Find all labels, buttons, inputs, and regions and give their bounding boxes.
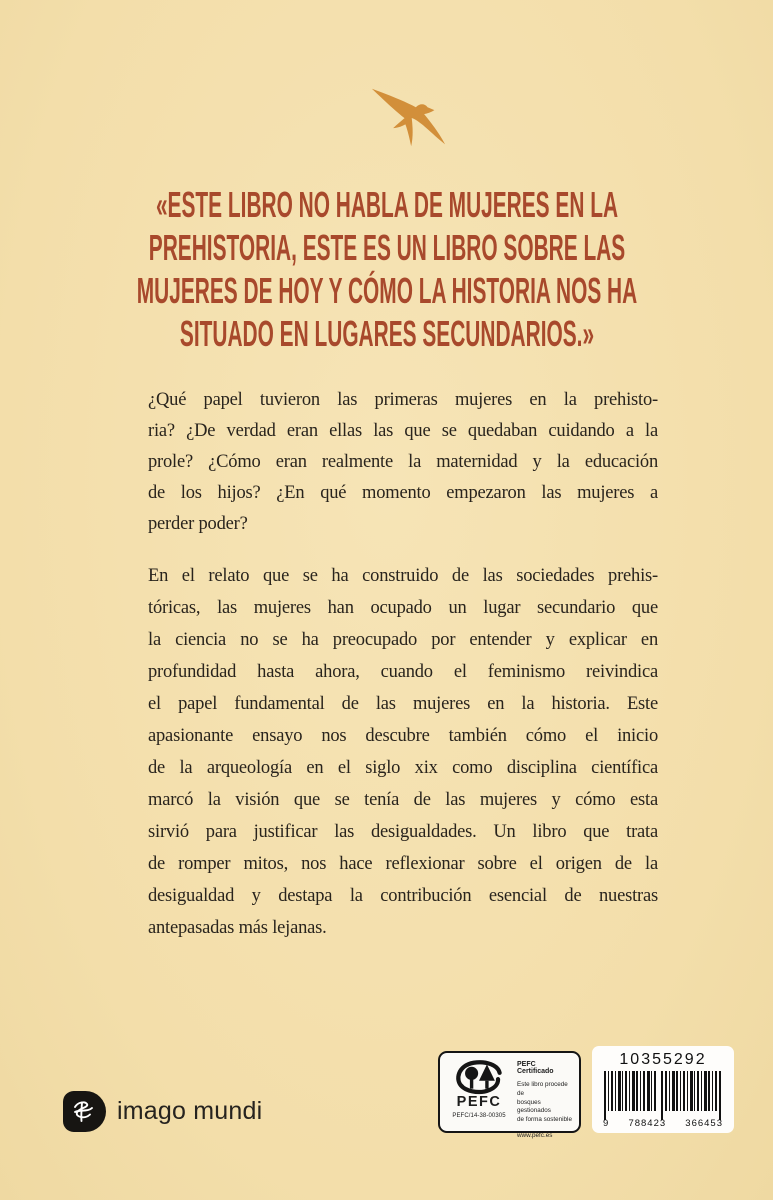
pefc-trees-icon	[451, 1058, 507, 1095]
quote-line: SITUADO EN LUGARES SECUNDARIOS.»	[179, 313, 594, 354]
pefc-description-line: bosques gestionados	[517, 1098, 551, 1115]
paragraph-line: antepasadas más lejanas.	[148, 918, 327, 938]
paragraph-line: prole? ¿Cómo eran realmente la maternidad y la educación	[148, 452, 658, 472]
paragraph-line: En el relato que se ha construido de las sociedades prehis-	[148, 566, 658, 586]
paragraph-line: de la arqueología en el siglo xix como disciplina científica	[148, 758, 658, 778]
pefc-description	[517, 1081, 573, 1125]
flying-bird-icon	[368, 84, 450, 150]
pefc-title: PEFC Certificado	[517, 1061, 554, 1075]
ean13-barcode-icon	[603, 1071, 723, 1123]
isbn-prefix: 9	[603, 1118, 610, 1129]
isbn-digits	[603, 1118, 723, 1129]
paragraph-line: ria? ¿De verdad eran ellas las que se quedaban cuidando a la	[148, 421, 658, 441]
pefc-wordmark: PEFC	[456, 1094, 502, 1110]
pefc-url: www.pefc.es	[517, 1131, 553, 1139]
paragraph-line: profundidad hasta ahora, cuando el feminismo reivindica	[148, 662, 658, 682]
pefc-label	[438, 1051, 581, 1139]
barcode-label	[592, 1046, 734, 1133]
paragraph-line: ¿Qué papel tuvieron las primeras mujeres en la prehisto-	[148, 390, 658, 410]
paragraph-line: sirvió para justificar las desigualdades. Un libro que trata	[148, 822, 658, 842]
pefc-description-line: de forma sostenible	[517, 1116, 572, 1124]
cover-quote	[0, 183, 773, 355]
imago-mundi-emblem-icon	[63, 1091, 106, 1132]
quote-line: «ESTE LIBRO NO HABLA DE MUJERES EN LA	[155, 184, 618, 225]
quote-line: MUJERES DE HOY Y CÓMO LA HISTORIA NOS HA	[136, 270, 637, 311]
paragraph-line: la ciencia no se ha preocupado por entender y explicar en	[148, 630, 658, 650]
paragraph-line: de los hijos? ¿En qué momento empezaron las mujeres a	[148, 483, 658, 503]
publisher-logo	[63, 1091, 262, 1132]
paragraph-line: tóricas, las mujeres han ocupado un lugar secundario que	[148, 598, 658, 618]
pefc-cert-code: PEFC/14-38-00305	[452, 1112, 506, 1119]
paragraph-line: el papel fundamental de las mujeres en la historia. Este	[148, 694, 658, 714]
body-paragraph-2	[148, 560, 658, 944]
pefc-description-line: Este libro procede de	[517, 1081, 568, 1097]
paragraph-line: desigualdad y destapa la contribución esencial de nuestras	[148, 886, 658, 906]
quote-line: PREHISTORIA, ESTE ES UN LIBRO SOBRE LAS	[148, 227, 625, 268]
paragraph-line: marcó la visión que se tenía de las mujeres y cómo esta	[148, 790, 658, 810]
publisher-name: imago mundi	[117, 1097, 263, 1125]
isbn-group-2: 366453	[685, 1118, 723, 1129]
paragraph-line: de romper mitos, nos hace reflexionar sobre el origen de la	[148, 854, 658, 874]
paragraph-line: perder poder?	[148, 514, 248, 534]
body-paragraph-1	[148, 385, 658, 540]
paragraph-line: apasionante ensayo nos descubre también cómo el inicio	[148, 726, 658, 746]
barcode-top-number: 10355292	[619, 1051, 707, 1068]
isbn-group-1: 788423	[628, 1118, 667, 1129]
